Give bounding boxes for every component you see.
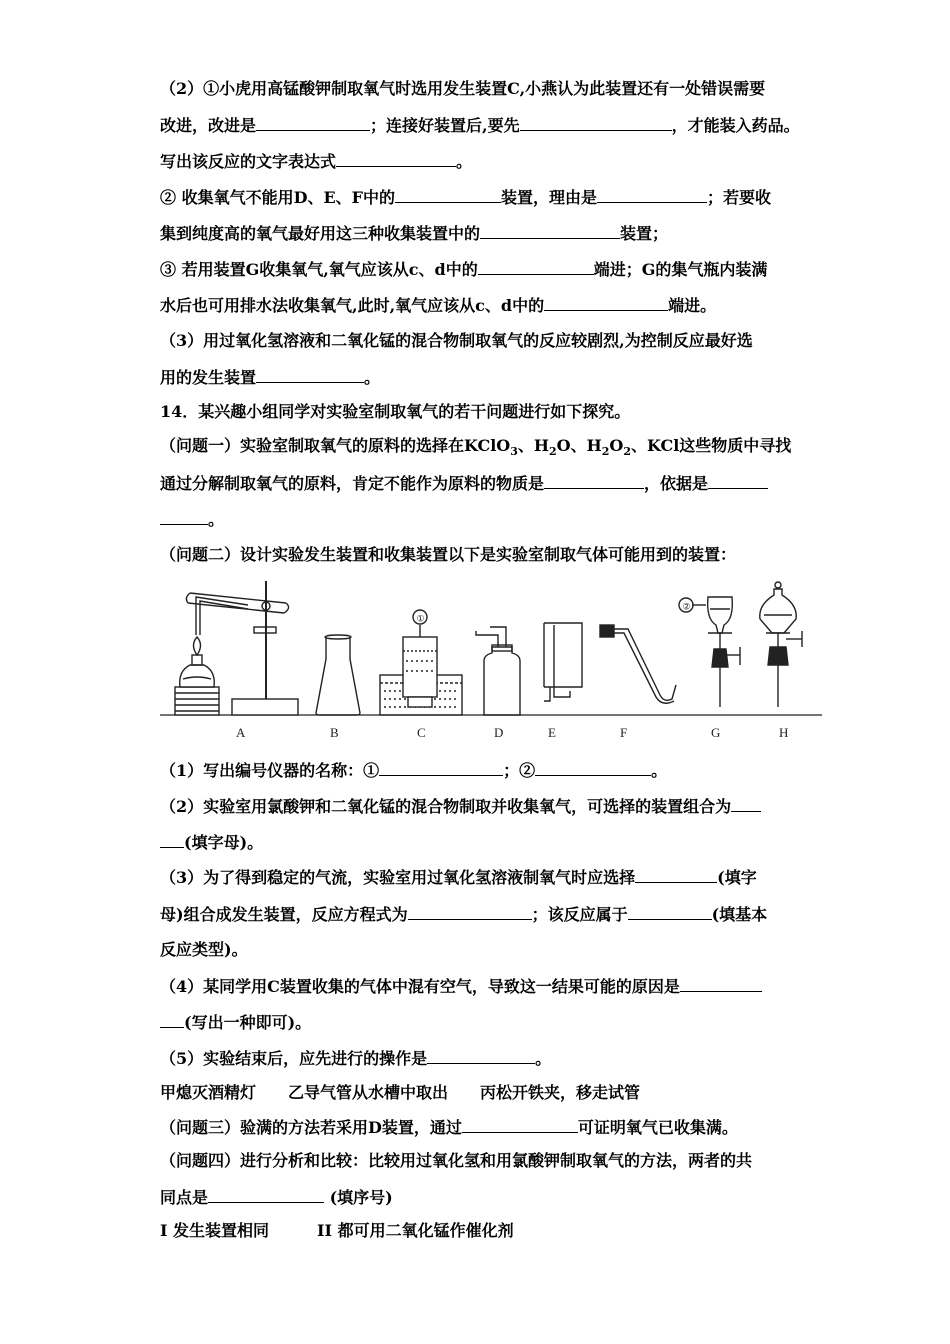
blank[interactable] xyxy=(535,760,651,776)
q14-s1: （1）写出编号仪器的名称：① ；② 。 xyxy=(160,761,668,780)
blank[interactable] xyxy=(480,223,620,239)
blank[interactable] xyxy=(379,760,503,776)
q14-w3: （问题三）验满的方法若采用D装置，通过 可证明氧气已收集满。 xyxy=(160,1118,738,1137)
q13-line-5: 集到纯度高的氧气最好用这三种收集装置中的 装置； xyxy=(160,224,669,243)
apparatus-f-icon xyxy=(600,625,676,703)
q14-w1-line-1: （问题一）实验室制取氧气的原料的选择在KClO$_3$、$H_2O$、$H_2O_2$、KCl这些物质中寻找 xyxy=(160,436,792,459)
q13-line-2: 改进，改进是 ；连接好装置后,要先 ，才能装入药品。 xyxy=(160,116,800,135)
blank[interactable] xyxy=(544,295,668,311)
q14-s3-line-3: 反应类型)。 xyxy=(160,940,248,959)
blank[interactable] xyxy=(408,904,532,920)
blank[interactable] xyxy=(160,509,208,525)
blank[interactable] xyxy=(427,1048,535,1064)
q14-w4-line-2: 同点是 (填序号) xyxy=(160,1188,393,1207)
blank[interactable] xyxy=(520,115,672,131)
blank[interactable] xyxy=(395,187,501,203)
blank[interactable] xyxy=(628,904,712,920)
q14-s5-options: 甲熄灭酒精灯 乙导气管从水槽中取出 丙松开铁夹，移走试管 xyxy=(160,1083,641,1102)
q13-line-4: ② 收集氧气不能用D、E、F中的 装置，理由是 ；若要收 xyxy=(160,188,772,207)
q14-s4-line-1: （4）某同学用C装置收集的气体中混有空气，导致这一结果可能的原因是 xyxy=(160,976,762,997)
q14-w2: （问题二）设计实验发生装置和收集装置以下是实验室制取气体可能用到的装置： xyxy=(160,545,737,564)
label-d: D xyxy=(494,725,504,740)
q14-title: 14．某兴趣小组同学对实验室制取氧气的若干问题进行如下探究。 xyxy=(160,402,631,421)
label-c: C xyxy=(417,725,426,740)
q14-s3-line-1: （3）为了得到稳定的气流，实验室用过氧化氢溶液制氧气时应选择 (填字 xyxy=(160,868,757,887)
q13-line-8: （3）用过氧化氢溶液和二氧化锰的混合物制取氧气的反应较剧烈,为控制反应最好选 xyxy=(160,331,753,350)
apparatus-a-icon xyxy=(175,581,298,715)
label-a: A xyxy=(236,725,246,740)
apparatus-b-icon xyxy=(316,635,360,715)
apparatus-h-icon xyxy=(760,582,802,707)
marker-1: ① xyxy=(416,614,425,625)
label-f: F xyxy=(620,725,628,740)
blank[interactable] xyxy=(635,867,717,883)
label-h: H xyxy=(779,725,789,740)
q14-w1-line-3: 。 xyxy=(160,509,224,530)
blank[interactable] xyxy=(708,473,768,489)
q13-line-1: （2）①小虎用高锰酸钾制取氧气时选用发生装置C,小燕认为此装置还有一处错误需要 xyxy=(160,79,766,98)
blank[interactable] xyxy=(462,1117,578,1133)
label-e: E xyxy=(548,725,556,740)
apparatus-c-icon xyxy=(380,610,462,715)
q13-line-3: 写出该反应的文字表达式 。 xyxy=(160,152,473,171)
q14-w4-options: I 发生装置相同 II 都可用二氧化锰作催化剂 xyxy=(160,1221,514,1240)
blank[interactable] xyxy=(680,976,762,992)
q14-s2-line-1: （2）实验室用氯酸钾和二氧化锰的混合物制取并收集氧气，可选择的装置组合为 xyxy=(160,796,761,817)
label-g: G xyxy=(711,725,721,740)
q14-s5: （5）实验结束后，应先进行的操作是 。 xyxy=(160,1049,552,1068)
q14-s2-line-2: (填字母)。 xyxy=(160,832,263,853)
blank[interactable] xyxy=(160,1012,184,1028)
blank[interactable] xyxy=(208,1187,324,1203)
blank[interactable] xyxy=(256,367,364,383)
q13-line-9: 用的发生装置 。 xyxy=(160,368,381,387)
blank[interactable] xyxy=(256,115,370,131)
q14-w4-line-1: （问题四）进行分析和比较：比较用过氧化氢和用氯酸钾制取氧气的方法，两者的共 xyxy=(160,1151,753,1170)
blank[interactable] xyxy=(478,259,594,275)
blank[interactable] xyxy=(336,151,456,167)
q13-line-6: ③ 若用装置G收集氧气,氧气应该从c、d中的 端进；G的集气瓶内装满 xyxy=(160,260,768,279)
apparatus-e-icon xyxy=(544,623,582,701)
marker-2: ② xyxy=(682,602,691,613)
q14-w1-line-2: 通过分解制取氧气的原料，肯定不能作为原料的物质是 ，依据是 xyxy=(160,473,768,494)
q14-s3-line-2: 母)组合成发生装置，反应方程式为 ；该反应属于 (填基本 xyxy=(160,905,768,924)
blank[interactable] xyxy=(597,187,707,203)
q13-line-7: 水后也可用排水法收集氧气,此时,氧气应该从c、d中的 端进。 xyxy=(160,296,717,315)
blank[interactable] xyxy=(544,473,644,489)
blank[interactable] xyxy=(731,796,761,812)
apparatus-d-icon xyxy=(476,627,520,715)
q14-s4-line-2: (写出一种即可)。 xyxy=(160,1012,311,1033)
apparatus-g-icon xyxy=(679,597,740,707)
apparatus-figure xyxy=(150,575,830,747)
label-b: B xyxy=(330,725,339,740)
blank[interactable] xyxy=(160,832,184,848)
